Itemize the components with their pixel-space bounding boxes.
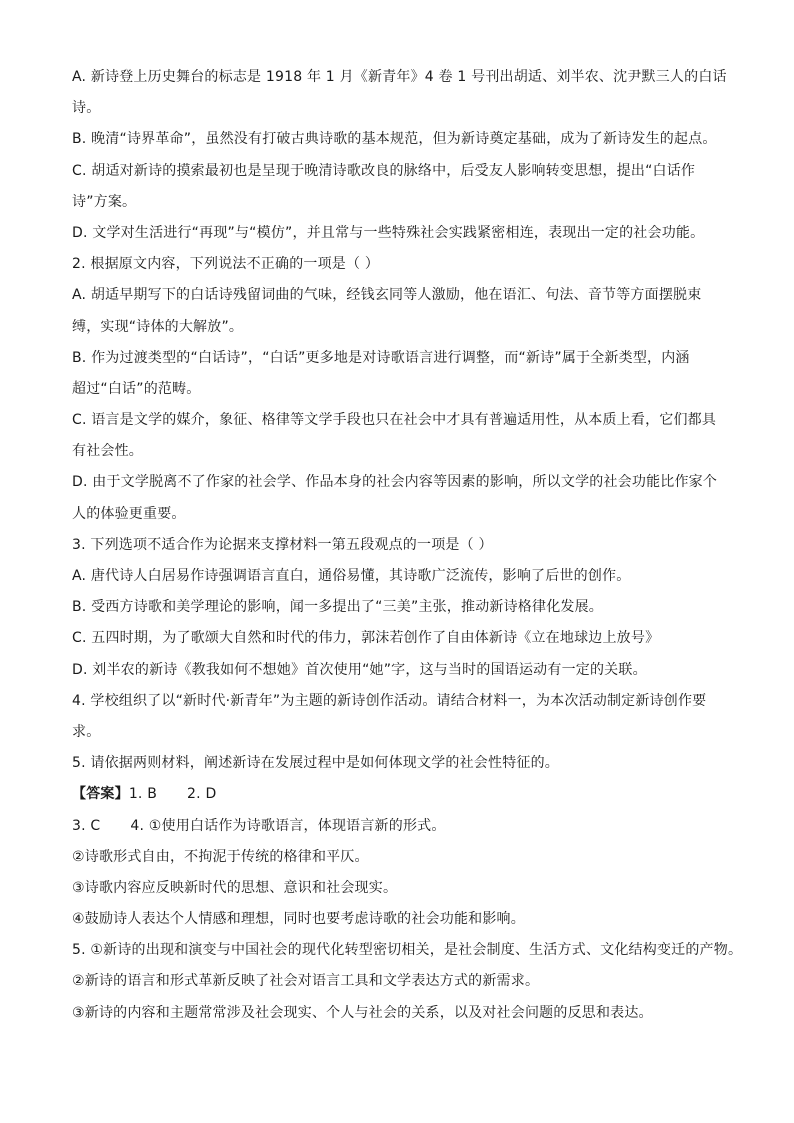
answer-3: 3. C xyxy=(72,817,101,834)
q2-option-d-line1: D. 由于文学脱离不了作家的社会学、作品本身的社会内容等因素的影响，所以文学的社会功能比作家个 xyxy=(72,474,718,491)
answer-row-2 xyxy=(72,811,722,842)
q3-option-c: C. 五四时期，为了歌颂大自然和时代的伟力，郭沫若创作了自由体新诗《立在地球边上放号》 xyxy=(72,630,660,647)
q3-option-a: A. 唐代诗人白居易作诗强调语言直白，通俗易懂，其诗歌广泛流传，影响了后世的创作。 xyxy=(72,568,631,584)
q1-option-b: B. 晚清“诗界革命”，虽然没有打破古典诗歌的基本规范，但为新诗奠定基础，成为了新诗发生的起点。 xyxy=(72,131,717,148)
q1-option-a-line1: A. 新诗登上历史舞台的标志是 1918 年 1 月《新青年》4 卷 1 号刊出胡适、刘半农、沈尹默三人的白话 xyxy=(72,69,727,85)
q1-option-c-line2: 诗”方案。 xyxy=(72,193,137,210)
answer-2: 2. D xyxy=(187,786,217,803)
answer-1: 1. B xyxy=(128,786,158,803)
q2-option-c-line1: C. 语言是文学的媒介，象征、格律等文学手段也只在社会中才具有普遍适用性，从本质上看，它们都具 xyxy=(72,412,717,429)
q1-option-a-line2: 诗。 xyxy=(72,100,101,117)
document-page xyxy=(72,62,743,1029)
q2-option-a-line1: A. 胡适早期写下的白话诗残留词曲的气味，经钱玄同等人激励，他在语汇、句法、音节等方面摆脱束 xyxy=(72,287,702,304)
answer-4-item-3: ③诗歌内容应反映新时代的思想、意识和社会现实。 xyxy=(72,879,398,896)
q2-option-b-line1: B. 作为过渡类型的“白话诗”，“白话”更多地是对诗歌语言进行调整，而“新诗”属于全新类型，内涵 xyxy=(72,349,690,366)
q3-option-d: D. 刘半农的新诗《教我如何不想她》首次使用“她”字，这与当时的国语运动有一定的关联。 xyxy=(72,661,647,678)
q2-option-a-line2: 缚，实现“诗体的大解放”。 xyxy=(72,318,244,335)
q2-stem: 2. 根据原文内容，下列说法不正确的一项是（ ） xyxy=(72,256,380,273)
answer-5-item-2: ②新诗的语言和形式革新反映了社会对语言工具和文学表达方式的新需求。 xyxy=(72,973,540,990)
answer-5-item-3: ③新诗的内容和主题常常涉及社会现实、个人与社会的关系，以及对社会问题的反思和表达。 xyxy=(72,1004,653,1021)
answer-5-item-1: 5. ①新诗的出现和演变与中国社会的现代化转型密切相关，是社会制度、生活方式、文化结构变迁的产物。 xyxy=(72,942,743,959)
answer-tag: 【答案】 xyxy=(72,786,129,803)
q2-option-c-line2: 有社会性。 xyxy=(72,443,143,460)
q4-stem-line1: 4. 学校组织了以“新时代·新青年”为主题的新诗创作活动。请结合材料一，为本次活动制定新诗创作要 xyxy=(72,692,707,709)
q5-stem: 5. 请依据两则材料，阐述新诗在发展过程中是如何体现文学的社会性特征的。 xyxy=(72,755,560,772)
answer-4-item-2: ②诗歌形式自由，不拘泥于传统的格律和平仄。 xyxy=(72,848,369,865)
answer-row-1 xyxy=(72,779,722,810)
answer-4-item-1: 4. ①使用白话作为诗歌语言，体现语言新的形式。 xyxy=(130,817,446,834)
q2-option-b-line2: 超过“白话”的范畴。 xyxy=(72,380,201,397)
q2-option-d-line2: 人的体验更重要。 xyxy=(72,505,186,522)
q3-stem: 3. 下列选项不适合作为论据来支撑材料一第五段观点的一项是（ ） xyxy=(72,536,493,553)
q4-stem-line2: 求。 xyxy=(72,723,101,740)
q1-option-d: D. 文学对生活进行“再现”与“模仿”，并且常与一些特殊社会实践紧密相连，表现出一定的社会功能。 xyxy=(72,224,705,241)
q3-option-b: B. 受西方诗歌和美学理论的影响，闻一多提出了“三美”主张，推动新诗格律化发展。 xyxy=(72,599,604,616)
q1-option-c-line1: C. 胡适对新诗的摸索最初也是呈现于晚清诗歌改良的脉络中，后受友人影响转变思想，提出“白话作 xyxy=(72,162,696,179)
answer-4-item-4: ④鼓励诗人表达个人情感和理想，同时也要考虑诗歌的社会功能和影响。 xyxy=(72,911,525,928)
